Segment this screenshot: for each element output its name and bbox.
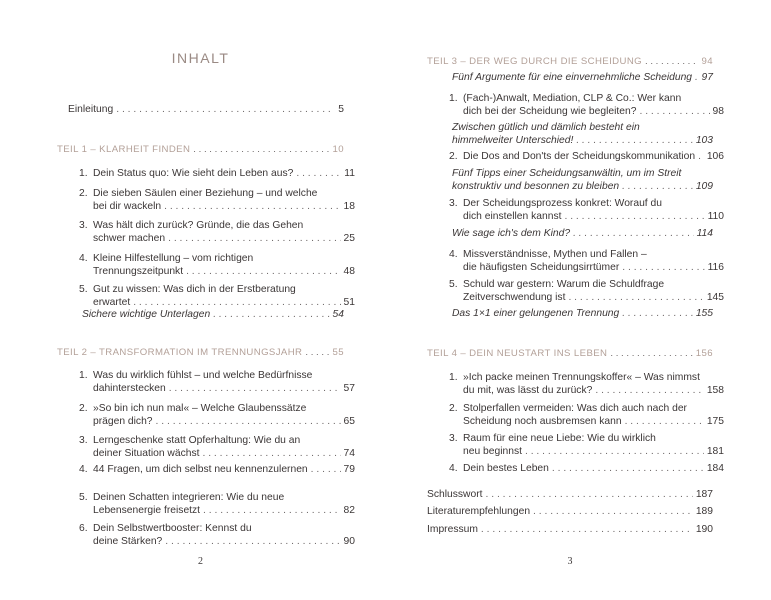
entry-page-number: 48	[343, 265, 355, 277]
entry-title: Die Dos and Don'ts der Scheidungskommunikation	[463, 151, 696, 162]
dot-leader	[116, 104, 331, 117]
entry-line	[427, 348, 713, 361]
part-heading[interactable]	[57, 347, 344, 360]
entry-title: Lerngeschenke statt Opferhaltung: Wie du an	[93, 435, 301, 446]
toc-chapter[interactable]	[68, 464, 355, 477]
entry-page-number: 57	[343, 382, 355, 394]
entry-title: du mit, was lässt du zurück?	[463, 384, 593, 396]
dot-leader	[165, 536, 340, 549]
entry-line	[438, 151, 724, 164]
entry-title: TEIL 1 – KLARHEIT FINDEN	[57, 144, 191, 155]
entry-line	[57, 347, 344, 360]
entry-page-number: 103	[695, 134, 713, 146]
entry-line	[68, 435, 355, 448]
entry-line	[68, 168, 355, 181]
entry-line	[68, 536, 355, 549]
entry-title: dahinterstecken	[93, 382, 166, 394]
dot-leader	[625, 416, 704, 429]
entry-line	[68, 220, 355, 233]
toc-subentry[interactable]	[427, 308, 713, 321]
dot-leader	[213, 309, 329, 322]
toc-entry[interactable]	[427, 506, 713, 519]
entry-page-number: 18	[343, 200, 355, 212]
toc-chapter[interactable]	[68, 220, 355, 245]
entry-title: Schuld war gestern: Warum die Schuldfrage	[463, 279, 665, 290]
entry-title: Das 1×1 einer gelungenen Trennung	[452, 308, 620, 319]
chapter-number: 4.	[79, 464, 88, 475]
entry-line	[68, 297, 355, 310]
entry-page-number: 158	[706, 384, 724, 396]
entry-title: Lebensenergie freisetzt	[93, 504, 201, 516]
toc-chapter[interactable]	[438, 249, 724, 274]
entry-title: dich einstellen kannst	[463, 210, 562, 222]
entry-line	[427, 524, 713, 537]
chapter-number: 2.	[449, 403, 458, 414]
entry-page-number: 74	[343, 447, 355, 459]
entry-title: Zwischen gütlich und dämlich besteht ein	[452, 122, 640, 133]
dot-leader	[202, 448, 340, 461]
entry-line	[57, 309, 344, 322]
entry-line	[68, 505, 355, 518]
dot-leader	[168, 233, 340, 246]
entry-title: schwer machen	[93, 232, 166, 244]
toc-chapter[interactable]	[438, 433, 724, 458]
entry-line	[438, 262, 724, 275]
entry-title: Dein Status quo: Wie sieht dein Leben aus?	[93, 168, 294, 179]
dot-leader	[193, 144, 329, 157]
entry-line	[427, 135, 713, 148]
entry-title: Fünf Tipps einer Scheidungsanwältin, um im Streit	[452, 168, 682, 179]
entry-title: Fünf Argumente für eine einvernehmliche Scheidung	[452, 72, 693, 83]
entry-page-number: 97	[701, 72, 713, 83]
dot-leader	[164, 201, 340, 214]
toc-chapter[interactable]	[68, 284, 355, 309]
entry-title: konstruktiv und besonnen zu bleiben	[452, 180, 620, 192]
chapter-number: 3.	[449, 433, 458, 444]
entry-title: Der Scheidungsprozess konkret: Worauf du	[463, 198, 662, 209]
dot-leader	[186, 266, 340, 279]
chapter-number: 3.	[449, 198, 458, 209]
entry-line	[438, 279, 724, 292]
entry-title: Sichere wichtige Unterlagen	[82, 309, 211, 320]
dot-leader	[305, 347, 329, 360]
entry-line	[68, 403, 355, 416]
entry-page-number: 109	[695, 180, 713, 192]
entry-page-number: 55	[332, 347, 344, 358]
toc-entry[interactable]	[427, 489, 713, 502]
entry-line	[68, 253, 355, 266]
page-number: 3	[567, 556, 573, 567]
part-heading[interactable]	[57, 144, 344, 157]
entry-title: TEIL 2 – TRANSFORMATION IM TRENNUNGSJAHR	[57, 347, 303, 358]
dot-leader	[576, 135, 692, 148]
entry-line	[438, 446, 724, 459]
entry-page-number: 190	[695, 524, 713, 535]
entry-page-number: 79	[343, 464, 355, 475]
entry-title: Deinen Schatten integrieren: Wie du neue	[93, 492, 285, 503]
entry-title: deine Stärken?	[93, 535, 163, 547]
dot-leader	[169, 383, 341, 396]
entry-line	[57, 104, 344, 117]
chapter-number: 4.	[449, 463, 458, 474]
dot-leader	[573, 228, 694, 241]
entry-title: Schlusswort	[427, 489, 483, 500]
entry-title: Wie sage ich's dem Kind?	[452, 228, 571, 239]
chapter-number: 1.	[79, 370, 88, 381]
dot-leader	[568, 292, 703, 305]
entry-title: Zeitverschwendung ist	[463, 291, 566, 303]
entry-line	[438, 249, 724, 262]
entry-page-number: 51	[343, 296, 355, 308]
dot-leader	[311, 464, 341, 477]
dot-leader	[133, 297, 340, 310]
toc-entry[interactable]	[427, 524, 713, 537]
entry-line	[57, 144, 344, 157]
entry-line	[438, 463, 724, 476]
entry-line	[438, 372, 724, 385]
entry-page-number: 82	[343, 504, 355, 516]
chapter-number: 1.	[79, 168, 88, 179]
toc-chapter[interactable]	[438, 198, 724, 223]
entry-line	[68, 448, 355, 461]
chapter-number: 2.	[449, 151, 458, 162]
entry-title: Kleine Hilfestellung – vom richtigen	[93, 253, 254, 264]
entry-page-number: 106	[706, 151, 724, 162]
entry-line	[427, 228, 713, 241]
chapter-number: 5.	[449, 279, 458, 290]
entry-title: Scheidung noch ausbremsen kann	[463, 415, 622, 427]
entry-page-number: 65	[343, 415, 355, 427]
entry-page-number: 54	[332, 309, 344, 320]
entry-title: Was du wirklich fühlst – und welche Bedürfnisse	[93, 370, 313, 381]
toc-subentry[interactable]	[57, 309, 344, 322]
left-page	[57, 0, 355, 600]
entry-line	[427, 489, 713, 502]
chapter-number: 3.	[79, 220, 88, 231]
toc-title: INHALT	[171, 50, 230, 66]
entry-line	[427, 72, 713, 85]
toc-chapter[interactable]	[438, 403, 724, 428]
entry-line	[68, 233, 355, 246]
entry-line	[68, 492, 355, 505]
entry-line	[68, 284, 355, 297]
part-heading[interactable]	[427, 56, 713, 69]
entry-title: »Ich packe meinen Trennungskoffer« – Was nimmst	[463, 372, 700, 383]
dot-leader	[610, 348, 692, 361]
entry-page-number: 189	[695, 506, 713, 517]
dot-leader	[552, 463, 704, 476]
entry-title: deiner Situation wächst	[93, 447, 200, 459]
entry-title: Gut zu wissen: Was dich in der Erstberatung	[93, 284, 296, 295]
chapter-number: 4.	[79, 253, 88, 264]
entry-line	[427, 122, 713, 135]
entry-page-number: 10	[332, 144, 344, 155]
chapter-number: 3.	[79, 435, 88, 446]
entry-page-number: 175	[706, 415, 724, 427]
toc-subentry[interactable]	[427, 228, 713, 241]
entry-line	[438, 93, 724, 106]
entry-line	[68, 523, 355, 536]
entry-title: prägen dich?	[93, 415, 153, 427]
dot-leader	[156, 416, 341, 429]
entry-page-number: 90	[343, 535, 355, 547]
dot-leader	[645, 56, 699, 69]
dot-leader	[486, 489, 693, 502]
dot-leader	[622, 181, 693, 194]
entry-title: Dein bestes Leben	[463, 463, 549, 474]
entry-page-number: 187	[695, 489, 713, 500]
entry-page-number: 110	[707, 210, 724, 222]
chapter-number: 2.	[79, 188, 88, 199]
chapter-number: 1.	[449, 372, 458, 383]
entry-line	[68, 370, 355, 383]
toc-chapter[interactable]	[68, 492, 355, 517]
entry-line	[427, 308, 713, 321]
entry-page-number: 114	[696, 228, 713, 239]
toc-chapter[interactable]	[68, 168, 355, 181]
chapter-number: 5.	[79, 284, 88, 295]
dot-leader	[695, 72, 699, 85]
entry-title: Stolperfallen vermeiden: Was dich auch nach der	[463, 403, 687, 414]
entry-title: die häufigsten Scheidungsirrtümer	[463, 261, 620, 273]
entry-title: bei dir wackeln	[93, 200, 162, 212]
entry-title: Raum für eine neue Liebe: Wie du wirklich	[463, 433, 656, 444]
entry-title: Trennungszeitpunkt	[93, 265, 184, 277]
toc-entry[interactable]	[57, 104, 344, 117]
page-number: 2	[198, 556, 203, 567]
entry-line	[438, 106, 724, 119]
entry-page-number: 98	[712, 105, 724, 117]
entry-line	[427, 506, 713, 519]
entry-title: Was hält dich zurück? Gründe, die das Gehen	[93, 220, 304, 231]
entry-page-number: 94	[701, 56, 713, 67]
toc-chapter[interactable]	[68, 403, 355, 428]
entry-line	[438, 211, 724, 224]
entry-line	[68, 383, 355, 396]
chapter-number: 1.	[449, 93, 458, 104]
toc-subentry[interactable]	[427, 72, 713, 85]
toc-chapter[interactable]	[438, 372, 724, 397]
entry-title: Dein Selbstwertbooster: Kennst du	[93, 523, 252, 534]
toc-subentry[interactable]	[427, 122, 713, 147]
entry-title: erwartet	[93, 296, 131, 308]
dot-leader	[533, 506, 693, 519]
entry-line	[427, 56, 713, 69]
toc-chapter[interactable]	[68, 523, 355, 548]
dot-leader	[622, 308, 693, 321]
dot-leader	[698, 151, 704, 164]
entry-title: Literaturempfehlungen	[427, 506, 531, 517]
entry-title: dich bei der Scheidung wie begleiten?	[463, 105, 637, 117]
dot-leader	[525, 446, 704, 459]
entry-line	[68, 266, 355, 279]
entry-page-number: 11	[344, 168, 355, 179]
entry-title: Missverständnisse, Mythen und Fallen –	[463, 249, 647, 260]
dot-leader	[481, 524, 693, 537]
entry-title: Einleitung	[68, 104, 114, 115]
entry-line	[427, 168, 713, 181]
toc-chapter[interactable]	[68, 435, 355, 460]
toc-chapter[interactable]	[438, 463, 724, 476]
entry-page-number: 156	[695, 348, 713, 359]
entry-title: Die sieben Säulen einer Beziehung – und welche	[93, 188, 318, 199]
entry-line	[427, 181, 713, 194]
entry-line	[68, 201, 355, 214]
toc-chapter[interactable]	[68, 370, 355, 395]
entry-line	[68, 464, 355, 477]
toc-chapter[interactable]	[68, 253, 355, 278]
entry-line	[438, 403, 724, 416]
entry-line	[438, 416, 724, 429]
dot-leader	[622, 262, 704, 275]
entry-title: himmelweiter Unterschied!	[452, 134, 574, 146]
entry-title: (Fach-)Anwalt, Mediation, CLP & Co.: Wer kann	[463, 93, 682, 104]
dot-leader	[296, 168, 341, 181]
entry-line	[438, 433, 724, 446]
entry-title: neu beginnst	[463, 445, 522, 457]
entry-page-number: 181	[706, 445, 724, 457]
dot-leader	[639, 106, 709, 119]
entry-page-number: 116	[707, 261, 724, 273]
part-heading[interactable]	[427, 348, 713, 361]
entry-page-number: 184	[706, 463, 724, 474]
toc-chapter[interactable]	[438, 93, 724, 118]
toc-chapter[interactable]	[68, 188, 355, 213]
entry-title: »So bin ich nun mal« – Welche Glaubenssätze	[93, 403, 307, 414]
right-page	[427, 0, 724, 600]
toc-chapter[interactable]	[438, 279, 724, 304]
entry-page-number: 5	[338, 104, 344, 115]
chapter-number: 2.	[79, 403, 88, 414]
entry-title: 44 Fragen, um dich selbst neu kennenzulernen	[93, 464, 308, 475]
chapter-number: 5.	[79, 492, 88, 503]
entry-title: Impressum	[427, 524, 478, 535]
entry-line	[68, 188, 355, 201]
entry-title: TEIL 4 – DEIN NEUSTART INS LEBEN	[427, 348, 608, 359]
entry-line	[438, 292, 724, 305]
entry-page-number: 155	[695, 308, 713, 319]
chapter-number: 4.	[449, 249, 458, 260]
entry-page-number: 25	[343, 232, 355, 244]
toc-subentry[interactable]	[427, 168, 713, 193]
toc-chapter[interactable]	[438, 151, 724, 164]
dot-leader	[203, 505, 340, 518]
dot-leader	[595, 385, 703, 398]
entry-page-number: 145	[706, 291, 724, 303]
entry-line	[68, 416, 355, 429]
dot-leader	[564, 211, 704, 224]
entry-line	[438, 198, 724, 211]
entry-line	[438, 385, 724, 398]
entry-title: TEIL 3 – DER WEG DURCH DIE SCHEIDUNG	[427, 56, 643, 67]
chapter-number: 6.	[79, 523, 88, 534]
